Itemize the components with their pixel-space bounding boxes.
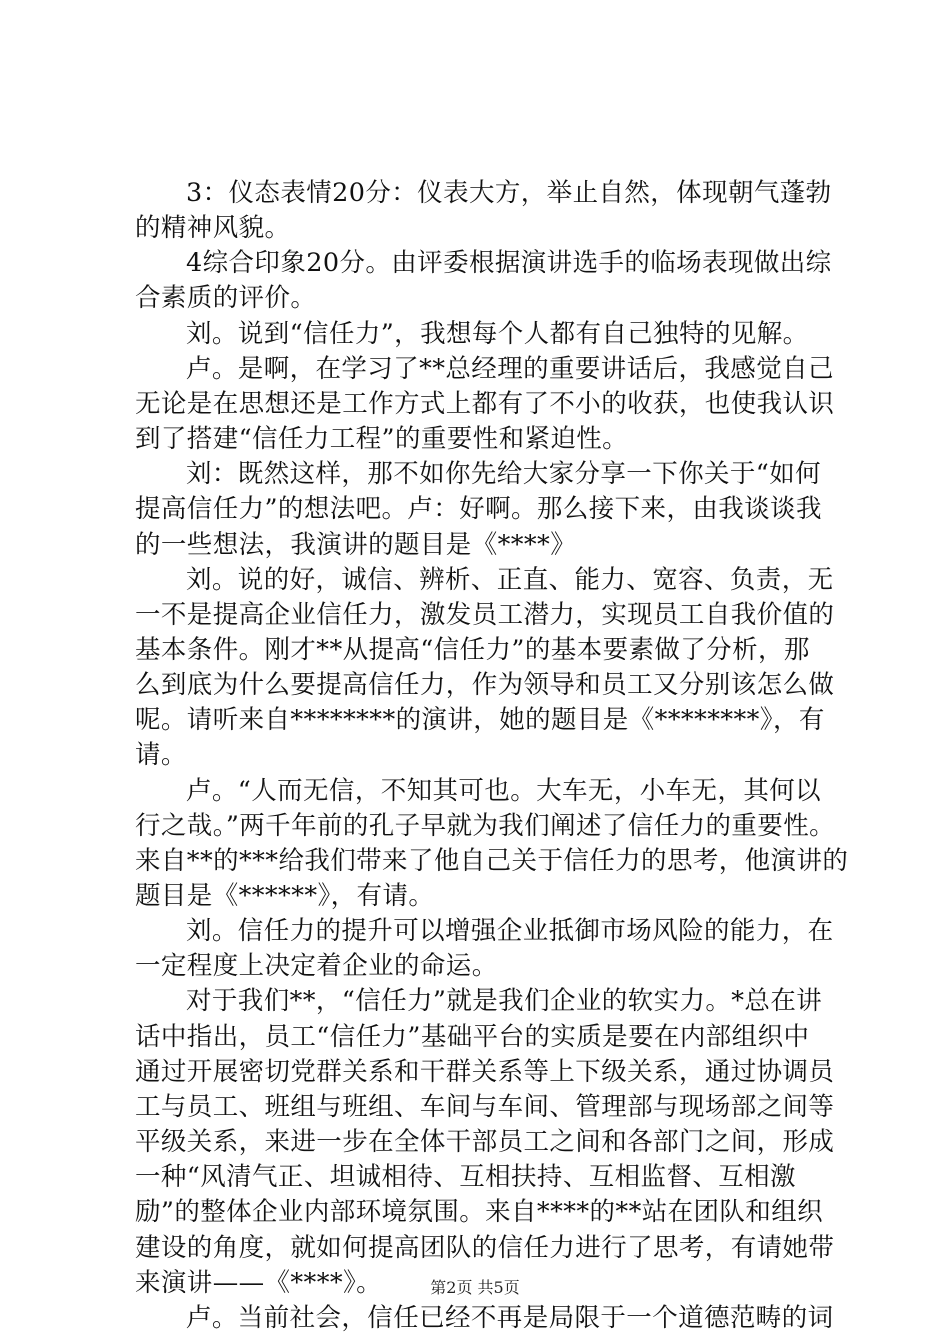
text-line: 话中指出，员工“信任力”基础平台的实质是要在内部组织中 [135, 1021, 810, 1052]
text-line: 刘：既然这样，那不如你先给大家分享一下你关于“如何 [186, 459, 822, 490]
text-line: 刘。说到“信任力”，我想每个人都有自己独特的见解。 [186, 318, 809, 349]
text-line: 刘。信任力的提升可以增强企业抵御市场风险的能力，在 [186, 916, 834, 947]
text-line: 刘。说的好，诚信、辨析、正直、能力、宽容、负责，无 [186, 564, 834, 595]
text-line: 一种“风清气正、坦诚相待、互相扶持、互相监督、互相激 [135, 1162, 796, 1193]
text-line: 基本条件。刚才**从提高“信任力”的基本要素做了分析，那 [135, 634, 810, 665]
text-line: 工与员工、班组与班组、车间与车间、管理部与现场部之间等 [135, 1091, 835, 1122]
text-line: 卢。是啊，在学习了**总经理的重要讲话后，我感觉自己 [186, 353, 834, 384]
text-line: 的精神风貌。 [135, 213, 291, 244]
text-line: 呢。请听来自********的演讲，她的题目是《********》，有 [135, 705, 825, 736]
text-line: 一定程度上决定着企业的命运。 [135, 951, 498, 982]
text-line: 题目是《******》，有请。 [135, 881, 435, 911]
text-line: 对于我们**，“信任力”就是我们企业的软实力。*总在讲 [186, 986, 823, 1017]
text-line: 合素质的评价。 [135, 283, 317, 314]
page-footer: 第2页 共5页 [430, 1278, 520, 1297]
text-line: 无论是在思想还是工作方式上都有了不小的收获，也使我认识 [135, 388, 835, 419]
text-line: 来演讲——《****》。 [135, 1267, 383, 1298]
text-line: 行之哉。”两千年前的孔子早就为我们阐述了信任力的重要性。 [135, 810, 835, 841]
text-line: 的一些想法，我演讲的题目是《****》 [135, 529, 577, 560]
text-line: 通过开展密切党群关系和干群关系等上下级关系，通过协调员 [135, 1056, 835, 1087]
text-line: 卢。“人而无信，不知其可也。大车无，小车无，其何以 [186, 775, 822, 806]
text-line: 卢。当前社会，信任已经不再是局限于一个道德范畴的词 [186, 1302, 834, 1333]
text-line: 来自**的***给我们带来了他自己关于信任力的思考，他演讲的 [135, 845, 849, 876]
text-line: 建设的角度，就如何提高团队的信任力进行了思考，有请她带 [135, 1232, 835, 1263]
text-line: 4综合印象20分。由评委根据演讲选手的临场表现做出综 [186, 248, 832, 279]
text-line: 到了搭建“信任力工程”的重要性和紧迫性。 [135, 424, 629, 455]
text-line: 平级关系，来进一步在全体干部员工之间和各部门之间，形成 [135, 1127, 835, 1158]
text-line: 一不是提高企业信任力，激发员工潜力，实现员工自我价值的 [135, 599, 835, 630]
text-line: 么到底为什么要提高信任力，作为领导和员工又分别该怎么做 [135, 670, 835, 701]
text-line: 3：仪态表情20分：仪表大方，举止自然，体现朝气蓬勃 [186, 178, 832, 208]
text-line: 励”的整体企业内部环境氛围。来自****的**站在团队和组织 [135, 1197, 824, 1228]
text-line: 请。 [135, 740, 187, 771]
text-line: 提高信任力”的想法吧。卢：好啊。那么接下来，由我谈谈我 [135, 494, 822, 525]
